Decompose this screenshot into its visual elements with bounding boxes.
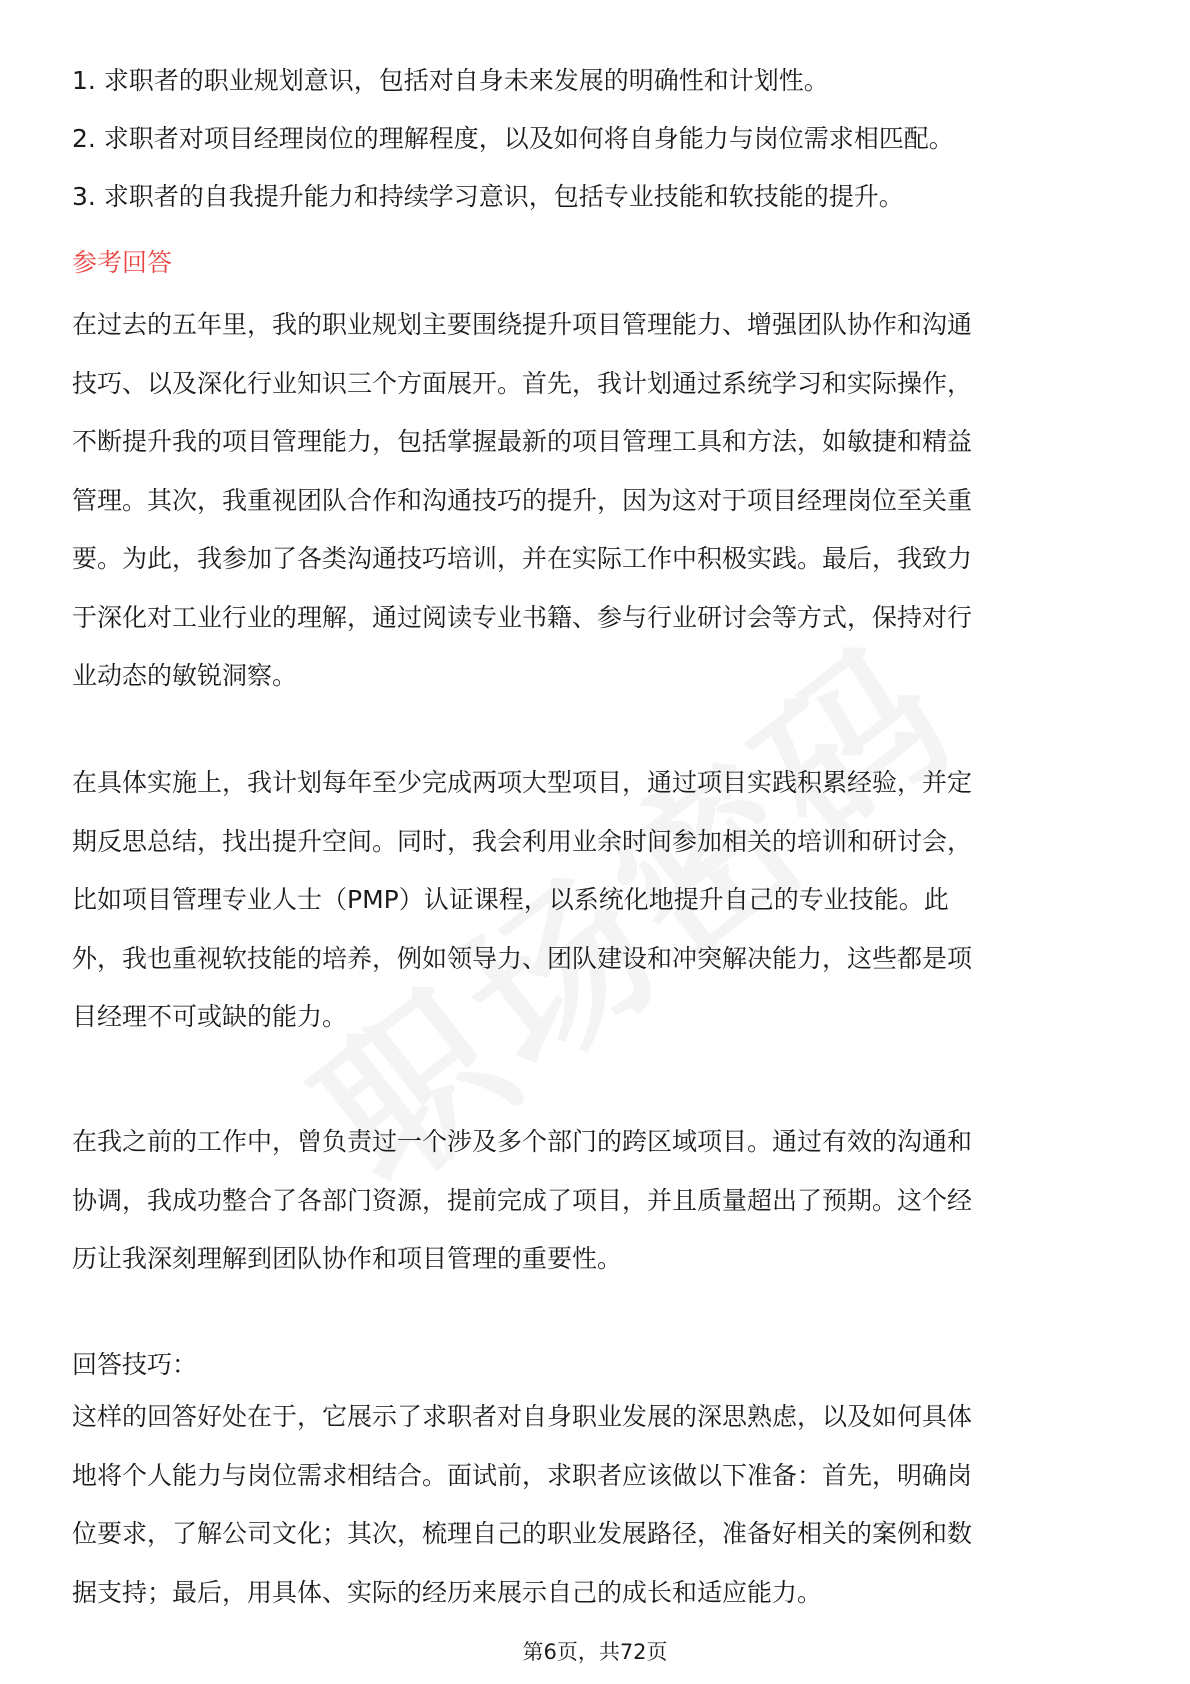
- text-line: 比如项目管理专业人士（PMP）认证课程，以系统化地提升自己的专业技能。此: [72, 885, 949, 914]
- criteria-item: 1. 求职者的职业规划意识，包括对自身未来发展的明确性和计划性。: [72, 66, 829, 95]
- answer-paragraph-3: [72, 1113, 972, 1289]
- criteria-item: 2. 求职者对项目经理岗位的理解程度，以及如何将自身能力与岗位需求相匹配。: [72, 124, 954, 153]
- text-line: 于深化对工业行业的理解，通过阅读专业书籍、参与行业研讨会等方式，保持对行: [72, 602, 973, 632]
- text-line: 目经理不可或缺的能力。: [72, 1002, 348, 1031]
- text-line: 期反思总结，找出提升空间。同时，我会利用业余时间参加相关的培训和研讨会，: [72, 826, 973, 856]
- text-line: 位要求，了解公司文化；其次，梳理自己的职业发展路径，准备好相关的案例和数: [72, 1519, 973, 1548]
- reference-answer-heading: 参考回答: [72, 248, 173, 277]
- text-line: 技巧、以及深化行业知识三个方面展开。首先，我计划通过系统学习和实际操作，: [72, 368, 973, 398]
- answer-paragraph-1: [72, 296, 972, 706]
- text-line: 据支持；最后，用具体、实际的经历来展示自己的成长和适应能力。: [72, 1577, 823, 1607]
- text-line: 外，我也重视软技能的培养，例如领导力、团队建设和冲突解决能力，这些都是项: [72, 943, 973, 973]
- text-line: 不断提升我的项目管理能力，包括掌握最新的项目管理工具和方法，如敏捷和精益: [72, 427, 973, 456]
- criteria-list: [72, 52, 954, 226]
- page-number: 第6页，共72页: [522, 1640, 668, 1664]
- answer-tips-heading: 回答技巧：: [72, 1350, 198, 1379]
- text-line: 这样的回答好处在于，它展示了求职者对自身职业发展的深思熟虑，以及如何具体: [72, 1402, 973, 1431]
- criteria-item: 3. 求职者的自我提升能力和持续学习意识，包括专业技能和软技能的提升。: [72, 182, 904, 211]
- text-line: 业动态的敏锐洞察。: [72, 661, 298, 690]
- text-line: 地将个人能力与岗位需求相结合。面试前，求职者应该做以下准备：首先，明确岗: [72, 1460, 973, 1490]
- text-line: 协调，我成功整合了各部门资源，提前完成了项目，并且质量超出了预期。这个经: [72, 1185, 973, 1215]
- text-line: 在具体实施上，我计划每年至少完成两项大型项目，通过项目实践积累经验，并定: [72, 768, 973, 797]
- text-line: 要。为此，我参加了各类沟通技巧培训，并在实际工作中积极实践。最后，我致力: [72, 544, 973, 573]
- answer-paragraph-2: [72, 754, 972, 1047]
- text-line: 历让我深刻理解到团队协作和项目管理的重要性。: [72, 1244, 623, 1273]
- text-line: 管理。其次，我重视团队合作和沟通技巧的提升，因为这对于项目经理岗位至关重: [72, 485, 973, 515]
- text-line: 在过去的五年里，我的职业规划主要围绕提升项目管理能力、增强团队协作和沟通: [72, 310, 973, 339]
- tips-paragraph: [72, 1388, 972, 1622]
- text-line: 在我之前的工作中，曾负责过一个涉及多个部门的跨区域项目。通过有效的沟通和: [72, 1127, 973, 1156]
